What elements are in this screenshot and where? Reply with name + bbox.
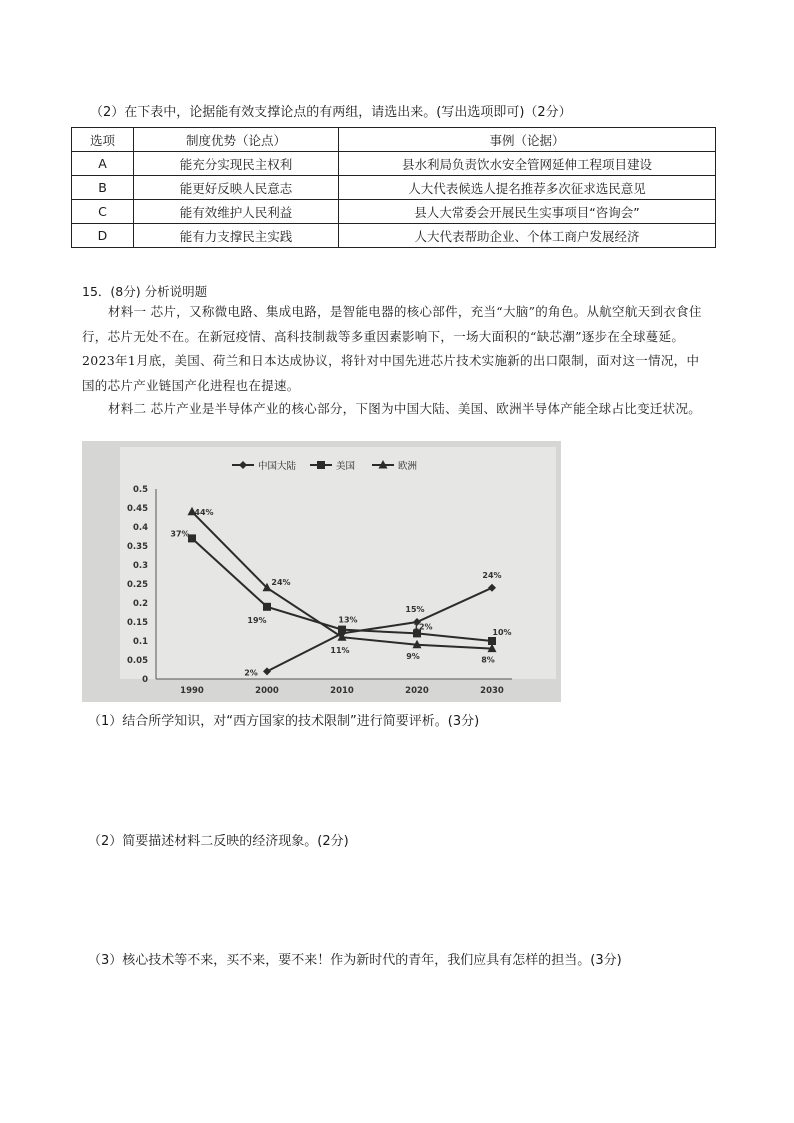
data-label: 37% [170,529,190,539]
table-cell: B [72,176,134,200]
legend-marker [317,461,325,469]
table-cell: 人大代表帮助企业、个体工商户发展经济 [339,224,716,248]
y-tick-label: 0.3 [132,561,148,571]
data-label: 2% [244,668,258,678]
x-tick-label: 2010 [330,686,354,696]
legend-label: 欧洲 [398,461,418,472]
y-tick-label: 0.05 [127,656,148,666]
chart-canvas [82,441,561,702]
x-tick-label: 1990 [180,686,204,696]
material-one: 材料一 芯片，又称微电路、集成电路，是智能电器的核心部件，充当“大脑”的角色。从航空航天到衣食住行，芯片无处不在。在新冠疫情、高科技制裁等多重因素影响下，一场大面积的“缺芯潮”逐步在全球蔓延。2023年1月底，美国、荷兰和日本达成协议，将针对中国先进芯片技术实施新的出口限制，面对这一情况，中国的芯片产业链国产化进程也在提速。 [82,304,702,393]
table-cell: D [72,224,134,248]
y-tick-label: 0.25 [127,580,148,590]
y-tick-label: 0.1 [132,637,148,647]
y-tick-label: 0.5 [132,485,148,495]
sub-question-1: （1）结合所学知识，对“西方国家的技术限制”进行简要评析。(3分) [88,714,480,729]
y-tick-label: 0.45 [127,504,148,514]
legend-label: 美国 [336,461,356,472]
data-label: 24% [271,577,291,587]
table-cell: 县水利局负责饮水安全管网延伸工程项目建设 [339,152,716,176]
data-point [263,603,271,611]
question-15-title: 15．(8分) 分析说明题 [82,284,208,299]
legend-label: 中国大陆 [258,461,297,472]
table-header-row [72,128,716,152]
table-cell: 能充分实现民主权利 [134,152,339,176]
sub-question-3: （3）核心技术等不来，买不来，要不来！作为新时代的青年，我们应具有怎样的担当。(3分) [88,953,622,968]
sub-question-2: （2）简要描述材料二反映的经济现象。(2分) [88,834,349,849]
data-label: 9% [406,651,420,661]
y-tick-label: 0.4 [132,523,148,533]
x-tick-label: 2020 [405,686,429,696]
data-label: 10% [492,628,512,637]
material-two: 材料二 芯片产业是半导体产业的核心部分，下图为中国大陆、美国、欧洲半导体产能全球占比变迁状况。 [108,401,702,416]
data-label: 8% [481,655,495,665]
y-tick-label: 0.15 [127,618,148,628]
y-tick-label: 0.35 [127,542,148,552]
question-2-title: （2）在下表中，论据能有效支撑论点的有两组，请选出来。(写出选项即可)（2分） [90,105,572,120]
table-cell: 能更好反映人民意志 [134,176,339,200]
table-row [72,224,716,248]
table-row [72,200,716,224]
table-cell: 能有效维护人民利益 [134,200,339,224]
table-header: 事例（论据） [339,128,716,152]
options-table [71,127,716,248]
y-tick-label: 0 [142,675,148,685]
table-cell: 县人大常委会开展民生实事项目“咨询会” [339,200,716,224]
table-cell: 能有力支撑民主实践 [134,224,339,248]
table-cell: C [72,200,134,224]
table-cell: A [72,152,134,176]
data-label: 12% [413,622,433,632]
data-label: 13% [338,615,358,625]
semiconductor-share-chart [82,441,561,702]
table-cell: 人大代表候选人提名推荐多次征求选民意见 [339,176,716,200]
table-header: 制度优势（论点） [134,128,339,152]
x-tick-label: 2030 [480,686,504,696]
x-tick-label: 2000 [255,686,279,696]
data-label: 11% [330,646,350,656]
table-row [72,152,716,176]
data-label: 19% [247,615,267,625]
data-label: 24% [482,570,502,580]
data-label: 44% [194,507,214,517]
y-tick-label: 0.2 [132,599,148,609]
table-row [72,176,716,200]
data-label: 15% [405,605,425,614]
table-header: 选项 [72,128,134,152]
